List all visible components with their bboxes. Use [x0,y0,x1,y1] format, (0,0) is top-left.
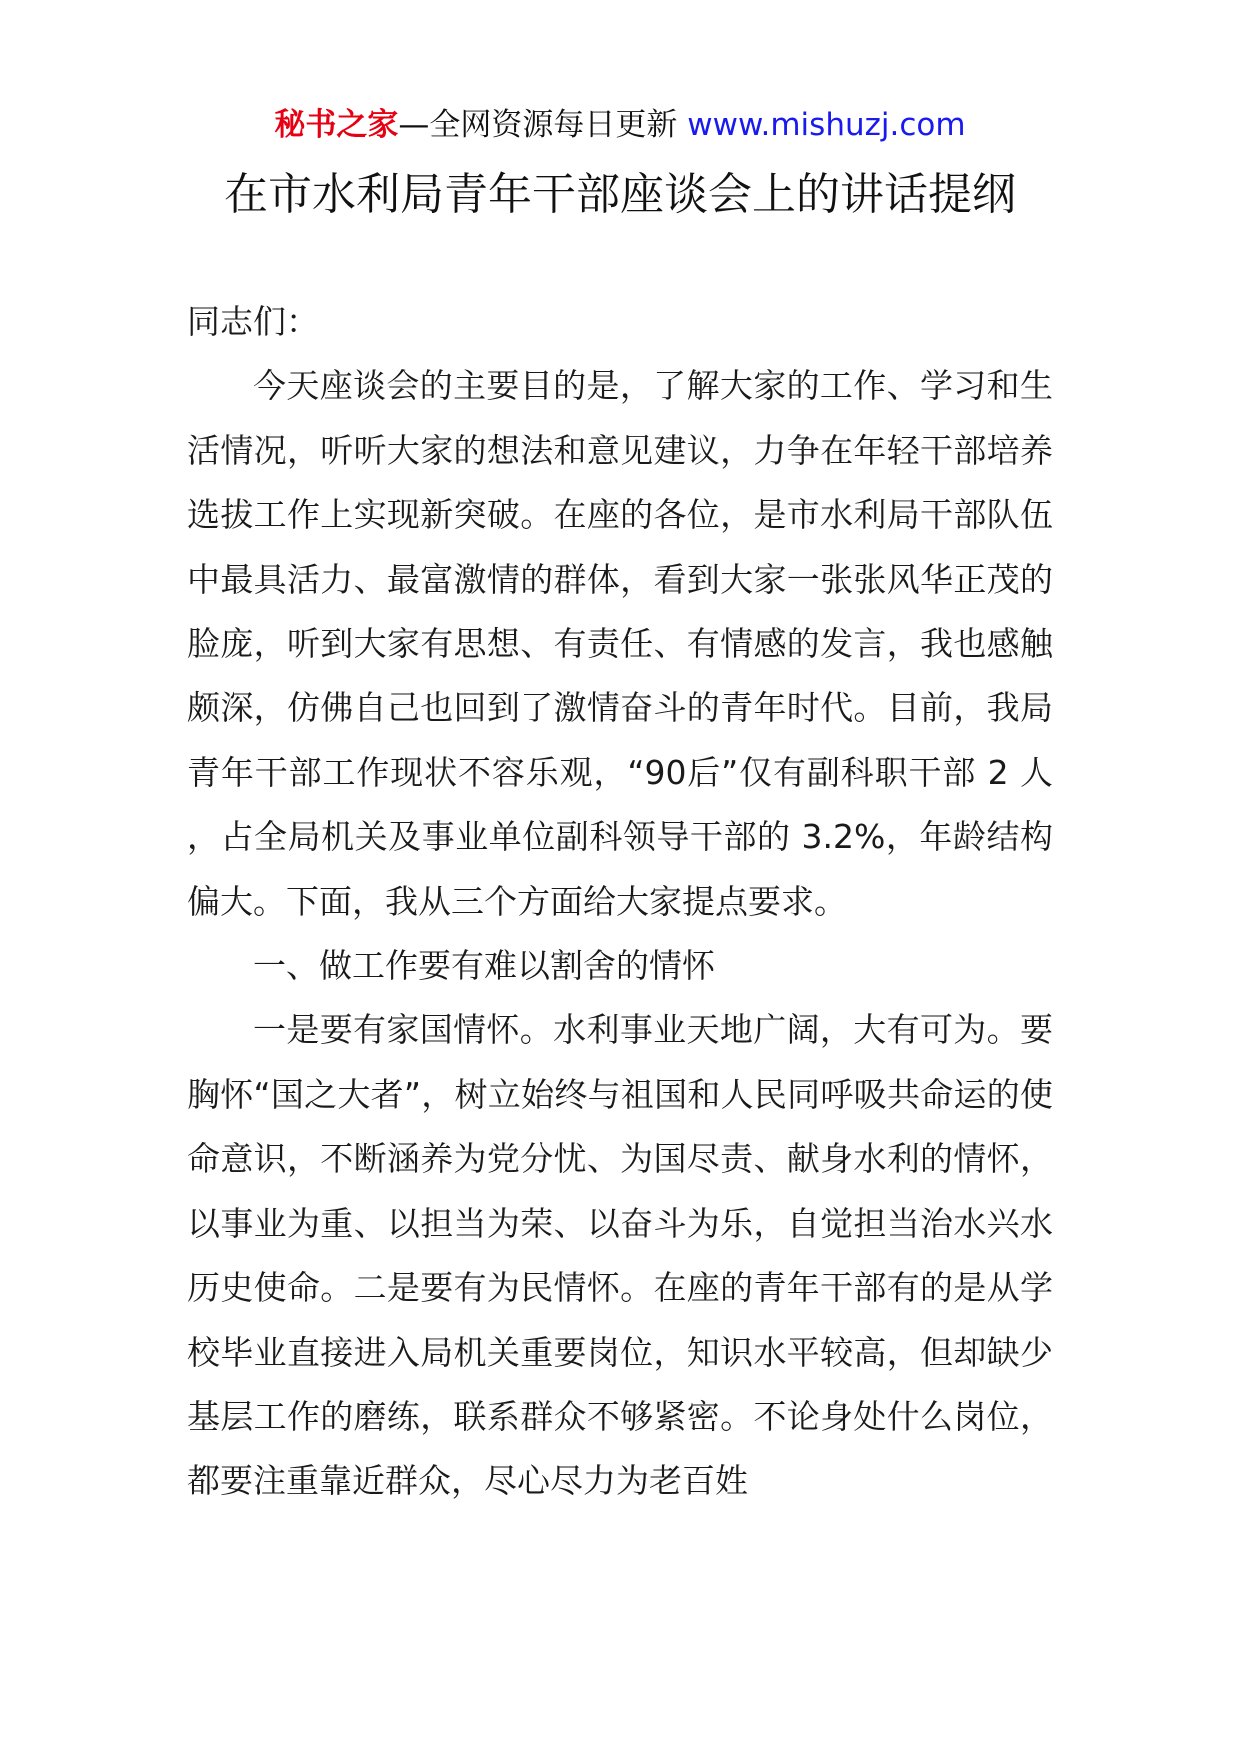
salutation: 同志们： [187,302,319,341]
site-url-link[interactable]: www.mishuzj.com [687,107,966,143]
banner-slogan: —全网资源每日更新 [398,107,688,143]
body-paragraph-section-1: 一是要有家国情怀。水利事业天地广阔，大有可为。要胸怀“国之大者”，树立始终与祖国和人民同呼吸共命运的使命意识，不断涵养为党分忧、为国尽责、献身水利的情怀，以事业为重、以担当为荣、以奋斗为乐，自觉担当治水兴水历史使命。二是要有为民情怀。在座的青年干部有的是从学校毕业直接进入局机关重要岗位，知识水平较高，但却缺少基层工作的磨练，联系群众不够紧密。不论身处什么岗位，都要注重靠近群众，尽心尽力为老百姓 [187,1010,1053,1501]
body-paragraph-intro: 今天座谈会的主要目的是，了解大家的工作、学习和生活情况，听听大家的想法和意见建议，力争在年轻干部培养选拔工作上实现新突破。在座的各位，是市水利局干部队伍中最具活力、最富激情的群体，看到大家一张张风华正茂的脸庞，听到大家有思想、有责任、有情感的发言，我也感触颇深，仿佛自己也回到了激情奋斗的青年时代。目前，我局青年干部工作现状不容乐观，“90后”仅有副科职干部 2 人，占全局机关及事业单位副科领导干部的 3.2%，年龄结构偏大。下面，我从三个方面给大家提点要求。 [187,366,1053,921]
brand-name: 秘书之家 [274,107,399,143]
document-title: 在市水利局青年干部座谈会上的讲话提纲 [224,169,1016,220]
section-heading-1: 一、做工作要有难以割舍的情怀 [253,946,715,986]
site-banner [0,100,1240,150]
document-body [187,290,1053,1514]
